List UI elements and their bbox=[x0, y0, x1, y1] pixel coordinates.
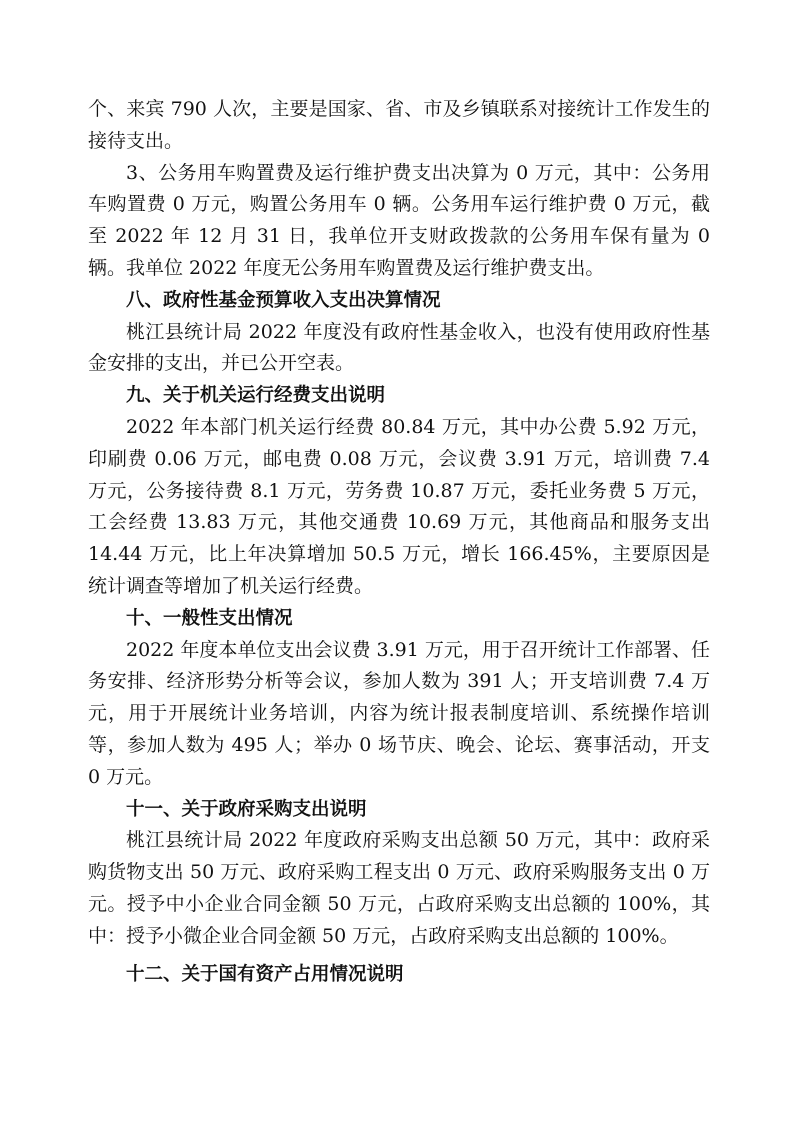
heading-section-8: 八、政府性基金预算收入支出决算情况 bbox=[126, 289, 441, 311]
paragraph-general-expenses: 2022 年度本单位支出会议费 3.91 万元，用于召开统计工作部署、任务安排、经济形势分析等会议，参加人数为 391 人；开支培训费 7.4 万元，用于开展统计业务培训，内容为统计报表制度培训、系统操作培训等，参加人数为 495 人；举办 0 场节庆、晚会、论坛、赛事活动，开支 0 万元。 bbox=[88, 638, 710, 788]
paragraph-operating-expenses: 2022 年本部门机关运行经费 80.84 万元，其中办公费 5.92 万元，印刷费 0.06 万元，邮电费 0.08 万元，会议费 3.91 万元，培训费 7.4 万元，公务接待费 8.1 万元，劳务费 10.87 万元，委托业务费 5 万元，工会经费 13.83 万元，其他交通费 10.69 万元，其他商品和服务支出 14.44 万元，比上年决算增加 50.5 万元，增长 166.45%，主要原因是统计调查等增加了机关运行经费。 bbox=[88, 415, 710, 597]
document-page bbox=[88, 94, 710, 990]
heading-section-12: 十二、关于国有资产占用情况说明 bbox=[126, 963, 404, 985]
paragraph-procurement: 桃江县统计局 2022 年度政府采购支出总额 50 万元，其中：政府采购货物支出 50 万元、政府采购工程支出 0 万元、政府采购服务支出 0 万元。授予中小企业合同金额 50 万元，占政府采购支出总额的 100%，其中：授予小微企业合同金额 50 万元，占政府采购支出总额的 100%。 bbox=[88, 829, 710, 947]
paragraph-government-fund: 桃江县统计局 2022 年度没有政府性基金收入，也没有使用政府性基金安排的支出，并已公开空表。 bbox=[88, 320, 710, 375]
paragraph-vehicle-expenses: 3、公务用车购置费及运行维护费支出决算为 0 万元，其中：公务用车购置费 0 万元，购置公务用车 0 辆。公务用车运行维护费 0 万元，截至 2022 年 12 月 31 日，我单位开支财政拨款的公务用车保有量为 0 辆。我单位 2022 年度无公务用车购置费及运行维护费支出。 bbox=[88, 161, 710, 279]
paragraph-reception-continued: 个、来宾 790 人次，主要是国家、省、市及乡镇联系对接统计工作发生的接待支出。 bbox=[88, 98, 710, 152]
heading-section-9: 九、关于机关运行经费支出说明 bbox=[126, 385, 386, 407]
heading-section-10: 十、一般性支出情况 bbox=[126, 607, 293, 629]
heading-section-11: 十一、关于政府采购支出说明 bbox=[126, 798, 367, 820]
